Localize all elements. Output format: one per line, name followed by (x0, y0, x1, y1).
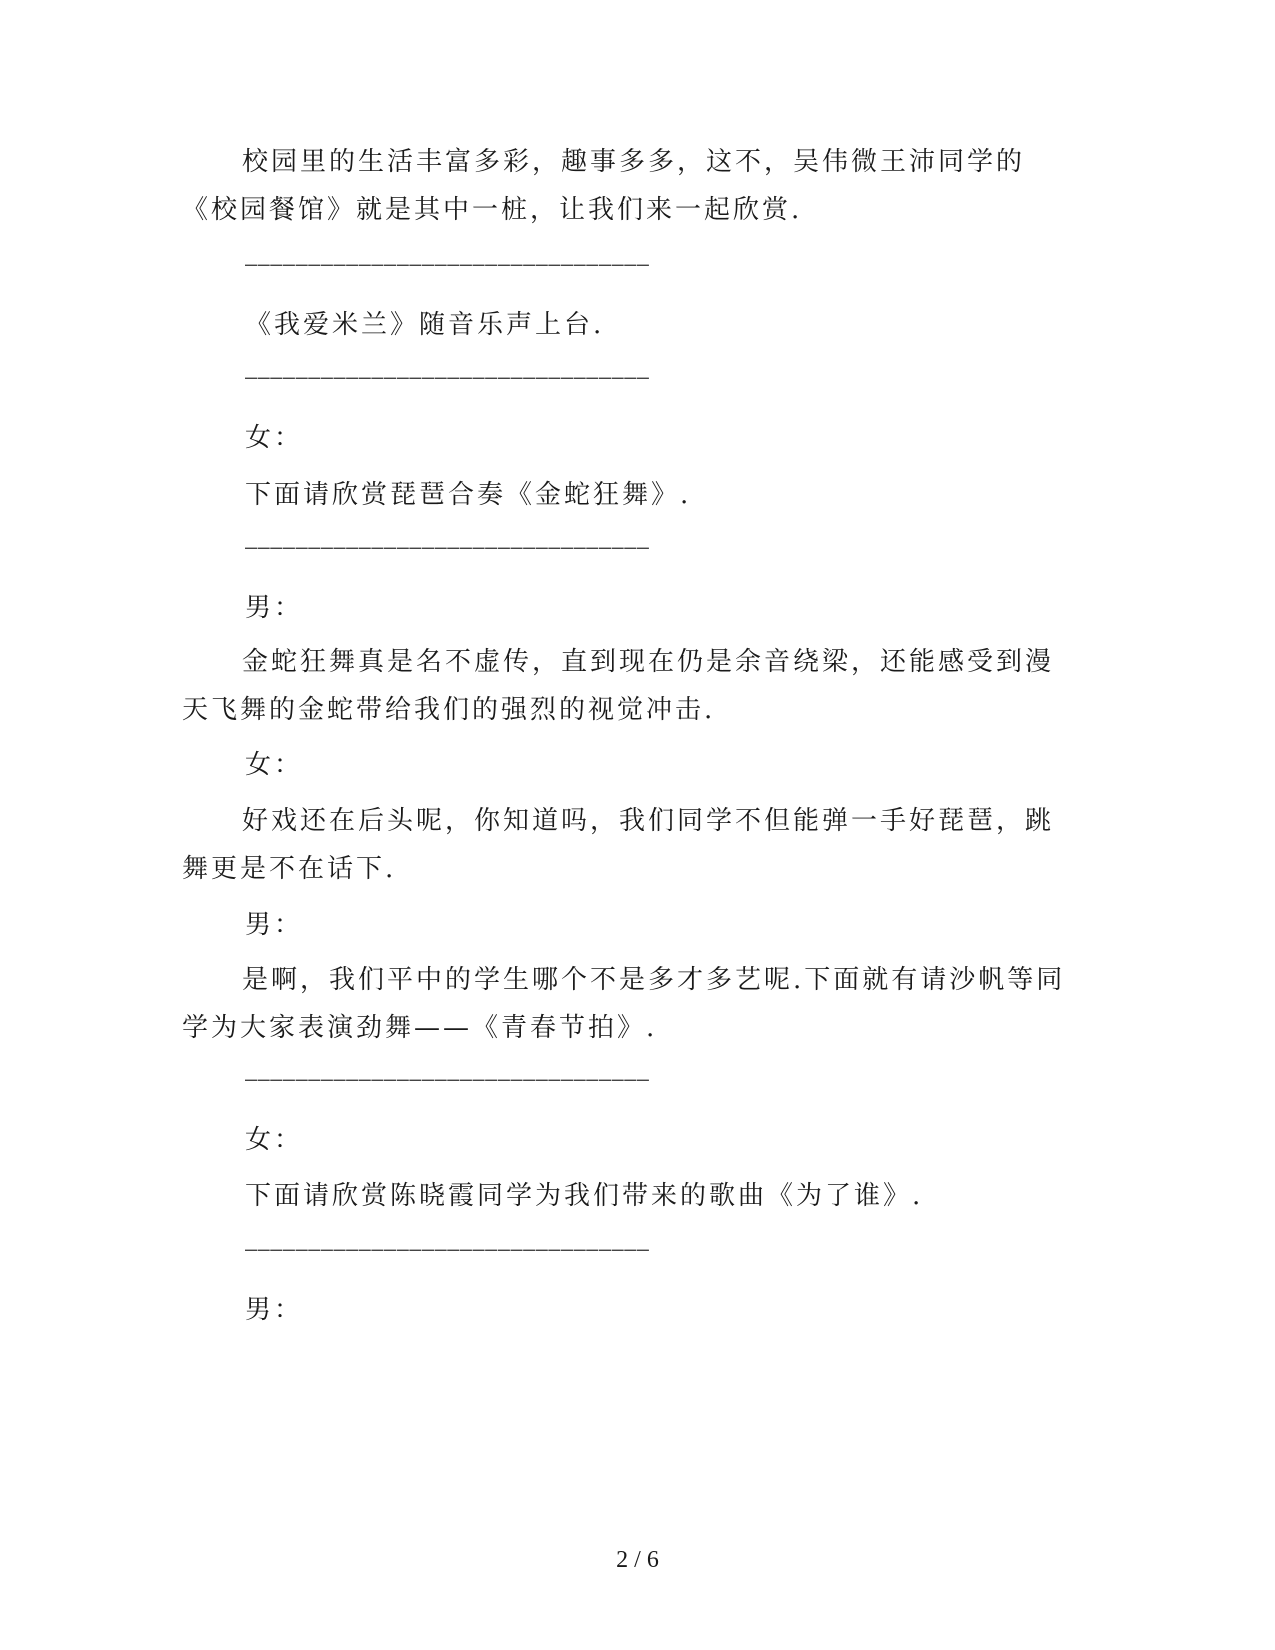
separator-line: ———————————————————————————————— (245, 365, 650, 389)
line-song-for-whom: 下面请欣赏陈晓霞同学为我们带来的歌曲《为了谁》. (245, 1181, 924, 1211)
speaker-male: 男： (245, 910, 304, 940)
line-pipa-ensemble: 下面请欣赏琵琶合奏《金蛇狂舞》. (245, 480, 692, 510)
paragraph-youth-beat: 是啊，我们平中的学生哪个不是多才多艺呢.下面就有请沙帆等同学为大家表演劲舞——《青春节拍》. (182, 965, 1066, 1043)
separator-line: ———————————————————————————————— (245, 535, 650, 559)
speaker-female: 女： (245, 423, 304, 453)
speaker-female: 女： (245, 750, 304, 780)
separator-line: ———————————————————————————————— (245, 252, 650, 276)
paragraph-campus-restaurant: 校园里的生活丰富多彩，趣事多多，这不，吴伟微王沛同学的《校园餐馆》就是其中一桩，让我们来一起欣赏. (182, 147, 1026, 225)
paragraph-golden-snake: 金蛇狂舞真是名不虚传，直到现在仍是余音绕梁，还能感受到漫天飞舞的金蛇带给我们的强烈的视觉冲击. (182, 647, 1055, 725)
page-number: 2 / 6 (616, 1547, 659, 1573)
stage-direction-milan: 《我爱米兰》随音乐声上台. (245, 310, 605, 340)
separator-line: ———————————————————————————————— (245, 1067, 650, 1091)
separator-line: ———————————————————————————————— (245, 1237, 650, 1261)
speaker-male: 男： (245, 593, 304, 623)
speaker-female: 女： (245, 1125, 304, 1155)
paragraph-pipa-dance: 好戏还在后头呢，你知道吗，我们同学不但能弹一手好琵琶，跳舞更是不在话下. (182, 806, 1055, 884)
speaker-male: 男： (245, 1295, 304, 1325)
